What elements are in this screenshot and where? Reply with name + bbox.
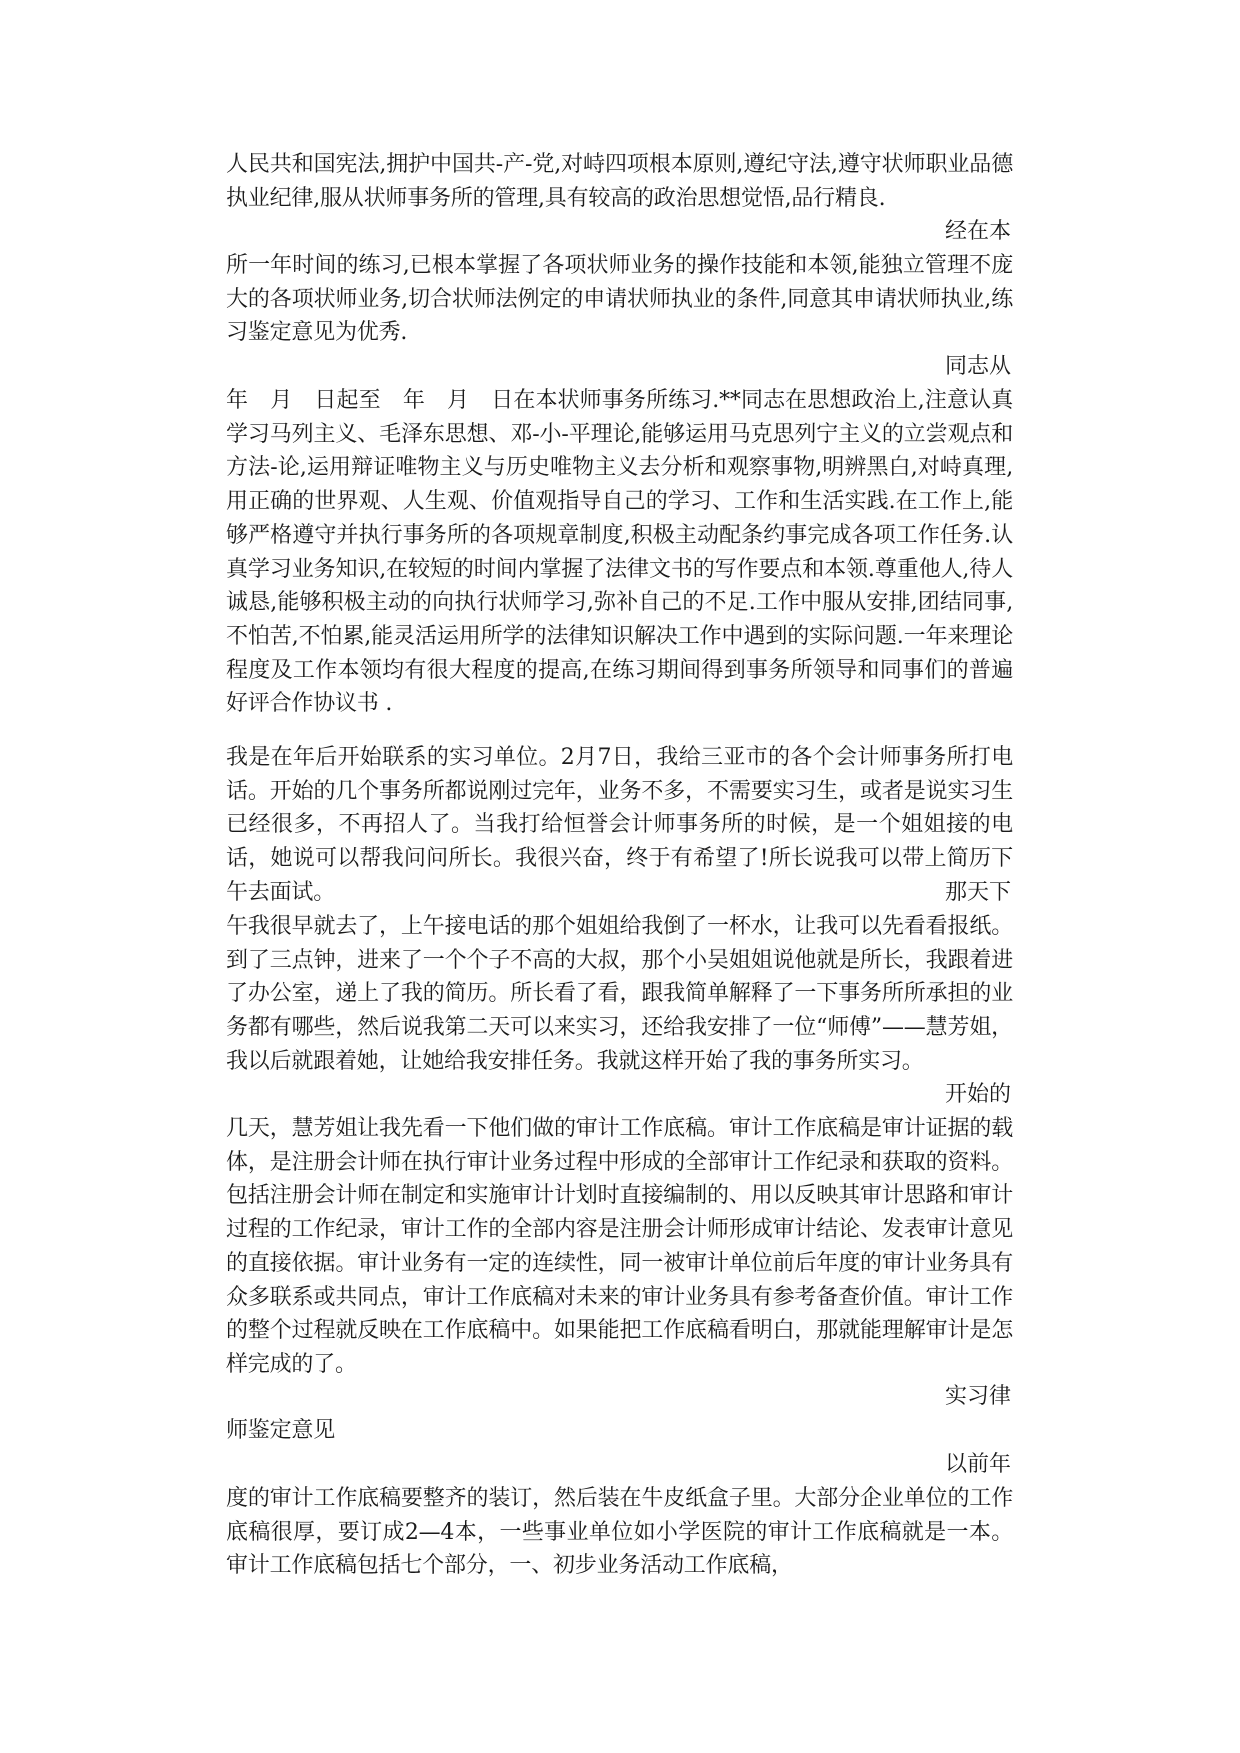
line-fragment-2: 同志从 xyxy=(944,354,1011,379)
paragraph-binding: 度的审计工作底稿要整齐的装订，然后装在牛皮纸盒子里。大部分企业单位的工作底稿很厚，要订成2—4本，一些事业单位如小学医院的审计工作底稿就是一本。审计工作底稿包括七个部分，一、初步业务活动工作底稿， xyxy=(226,1486,1013,1579)
paragraph-audit-workpapers: 几天，慧芳姐让我先看一下他们做的审计工作底稿。审计工作底稿是审计证据的载体，是注册会计师在执行审计业务过程中形成的全部审计工作纪录和获取的资料。包括注册会计师在制定和实施审计计划时直接编制的、用以反映其审计思路和审计过程的工作纪录，审计工作的全部内容是注册会计师形成审计结论、发表审计意见的直接依据。审计业务有一定的连续性，同一被审计单位前后年度的审计业务具有众多联系或共同点，审计工作底稿对未来的审计业务具有参考备查价值。审计工作的整个过程就反映在工作底稿中。如果能把工作底稿看明白，那就能理解审计是怎样完成的了。 xyxy=(226,1116,1013,1377)
paragraph-oath: 人民共和国宪法,拥护中国共-产-党,对峙四项根本原则,遵纪守法,遵守状师职业品德执业纪律,服从状师事务所的管理,具有较高的政治思想觉悟,品行精良. xyxy=(226,152,1013,211)
paragraph-first-day: 午我很早就去了，上午接电话的那个姐姐给我倒了一杯水，让我可以先看看报纸。到了三点钟，进来了一个个子不高的大叔，那个小吴姐姐说他就是所长，我跟着进了办公室，递上了我的简历。所长看了看，跟我简单解释了一下事务所所承担的业务都有哪些，然后说我第二天可以来实习，还给我安排了一位“师傅”——慧芳姐，我以后就跟着她，让她给我安排任务。我就这样开始了我的事务所实习。 xyxy=(226,914,1013,1074)
paragraph-heading-fragment: 师鉴定意见 xyxy=(226,1418,336,1443)
paragraph-practice-summary: 年 月 日起至 年 月 日在本状师事务所练习.**同志在思想政治上,注意认真学习马列主义、毛泽东思想、邓-小-平理论,能够运用马克思列宁主义的立尝观点和方法-论,运用辩证唯物主义与历史唯物主义去分析和观察事物,明辨黑白,对峙真理,用正确的世界观、人生观、价值观指导自己的学习、工作和生活实践.在工作上,能够严格遵守并执行事务所的各项规章制度,积极主动配条约事完成各项工作任务.认真学习业务知识,在较短的时间内掌握了法律文书的写作要点和本领.尊重他人,待人诚恳,能够积极主动的向执行状师学习,弥补自己的不足.工作中服从安排,团结同事,不怕苦,不怕累,能灵活运用所学的法律知识解决工作中遇到的实际问题.一年来理论程度及工作本领均有很大程度的提高,在练习期间得到事务所领导和同事们的普遍好评合作协议书 . xyxy=(226,388,1013,717)
paragraph-internship-contact: 我是在年后开始联系的实习单位。2月7日，我给三亚市的各个会计师事务所打电话。开始的几个事务所都说刚过完年，业务不多，不需要实习生，或者是说实习生已经很多，不再招人了。当我打给恒誉会计师事务所的时候，是一个姐姐接的电话，她说可以帮我问问所长。我很兴奋，终于有希望了!所长说我可以带上简历下午去面试。 xyxy=(226,745,1013,905)
line-fragment-5: 实习律 xyxy=(944,1384,1011,1409)
line-fragment-3: 那天下 xyxy=(944,880,1011,905)
paragraph-assessment: 所一年时间的练习,已根本掌握了各项状师业务的操作技能和本领,能独立管理不庞大的各项状师业务,切合状师法例定的申请状师执业的条件,同意其申请状师执业,练习鉴定意见为优秀. xyxy=(226,253,1013,346)
line-fragment-1: 经在本 xyxy=(944,219,1011,244)
line-fragment-4: 开始的 xyxy=(944,1082,1011,1107)
line-fragment-6: 以前年 xyxy=(944,1452,1011,1477)
